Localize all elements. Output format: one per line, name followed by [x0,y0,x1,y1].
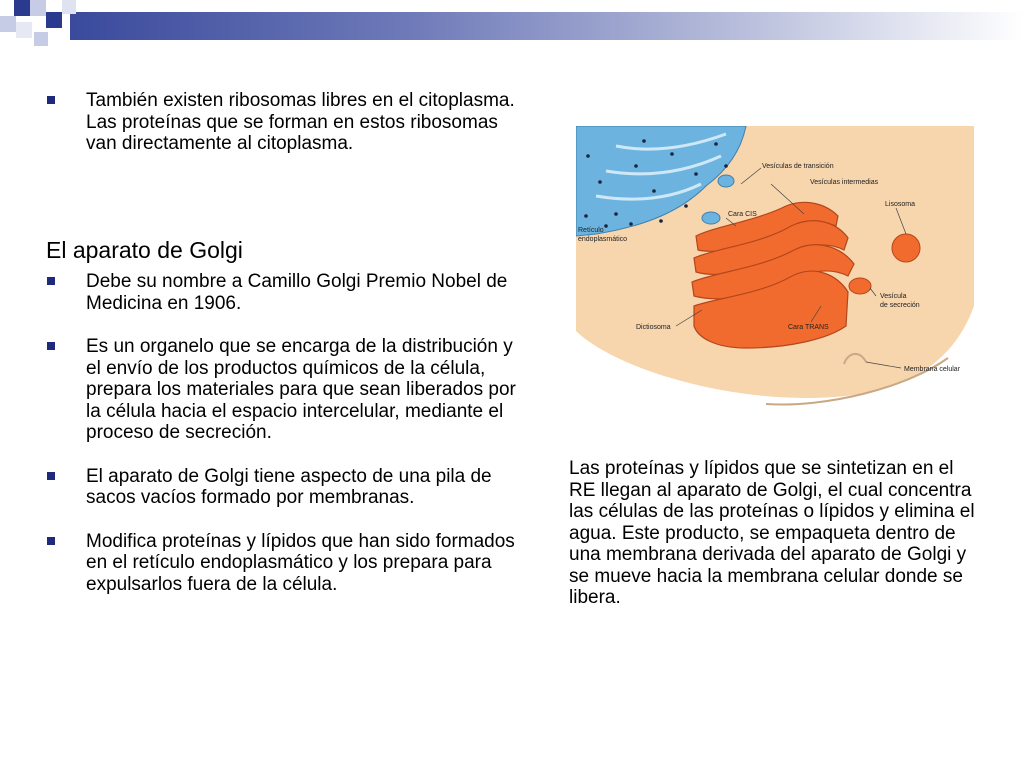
label-vesiculas-intermedias: Vesículas intermedias [810,179,879,186]
list-item [46,90,516,155]
golgi-apparatus-diagram [576,126,974,406]
deco-square [14,0,30,16]
label-cara-cis: Cara CIS [728,211,757,218]
bullet-square-icon [47,277,55,285]
figure-caption: Las proteínas y lípidos que se sintetizan en el RE llegan al aparato de Golgi, el cual concentra las células de las proteínas o lípidos y elimina el agua. Este producto, se empaqueta dentro de una membrana derivada del aparato de Golgi y se mueve hacia la membrana celular donde se libera. [569,458,975,608]
bullet-text: Es un organelo que se encarga de la distribución y el envío de los productos químicos de la célula, prepara los materiales para que sean liberados por la célula hacia el espacio intercelular, mediante el proceso de secreción. [86,336,516,443]
label-vesiculas-transicion: Vesículas de transición [762,163,834,170]
list-item [46,531,516,596]
list-item [46,336,516,444]
header-decoration [0,0,1024,48]
intro-bullet-text: También existen ribosomas libres en el citoplasma. Las proteínas que se forman en estos ribosomas van directamente al citoplasma. [86,90,515,154]
label-cara-trans: Cara TRANS [788,324,829,331]
bullet-text: Debe su nombre a Camillo Golgi Premio Nobel de Medicina en 1906. [86,271,508,314]
deco-square [30,0,46,16]
header-gradient-band [70,12,1024,40]
label-lisosoma: Lisosoma [885,201,915,208]
bullet-square-icon [47,96,55,104]
label-reticulo: Retículo [578,227,604,234]
bullet-text: Modifica proteínas y lípidos que han sido formados en el retículo endoplasmático y los prepara para expulsarlos fuera de la célula. [86,530,515,595]
list-item [46,271,516,314]
label-membrana-celular: Membrana celular [904,366,961,373]
label-endoplasmatico: endoplasmático [578,236,628,243]
label-de-secrecion: de secreción [880,302,920,309]
deco-square [46,12,62,28]
label-vesicula: Vesícula [880,293,907,300]
bullet-square-icon [47,472,55,480]
list-item [46,466,516,509]
bullet-square-icon [47,342,55,350]
golgi-bullet-list [46,271,516,595]
label-dictiosoma: Dictiosoma [636,324,671,331]
deco-square [62,0,76,14]
bullet-square-icon [47,537,55,545]
bullet-text: El aparato de Golgi tiene aspecto de una pila de sacos vacíos formado por membranas. [86,465,492,508]
deco-square [0,16,16,32]
intro-list [46,90,516,155]
section-title: El aparato de Golgi [46,237,243,263]
deco-square [16,22,32,38]
deco-square [34,32,48,46]
